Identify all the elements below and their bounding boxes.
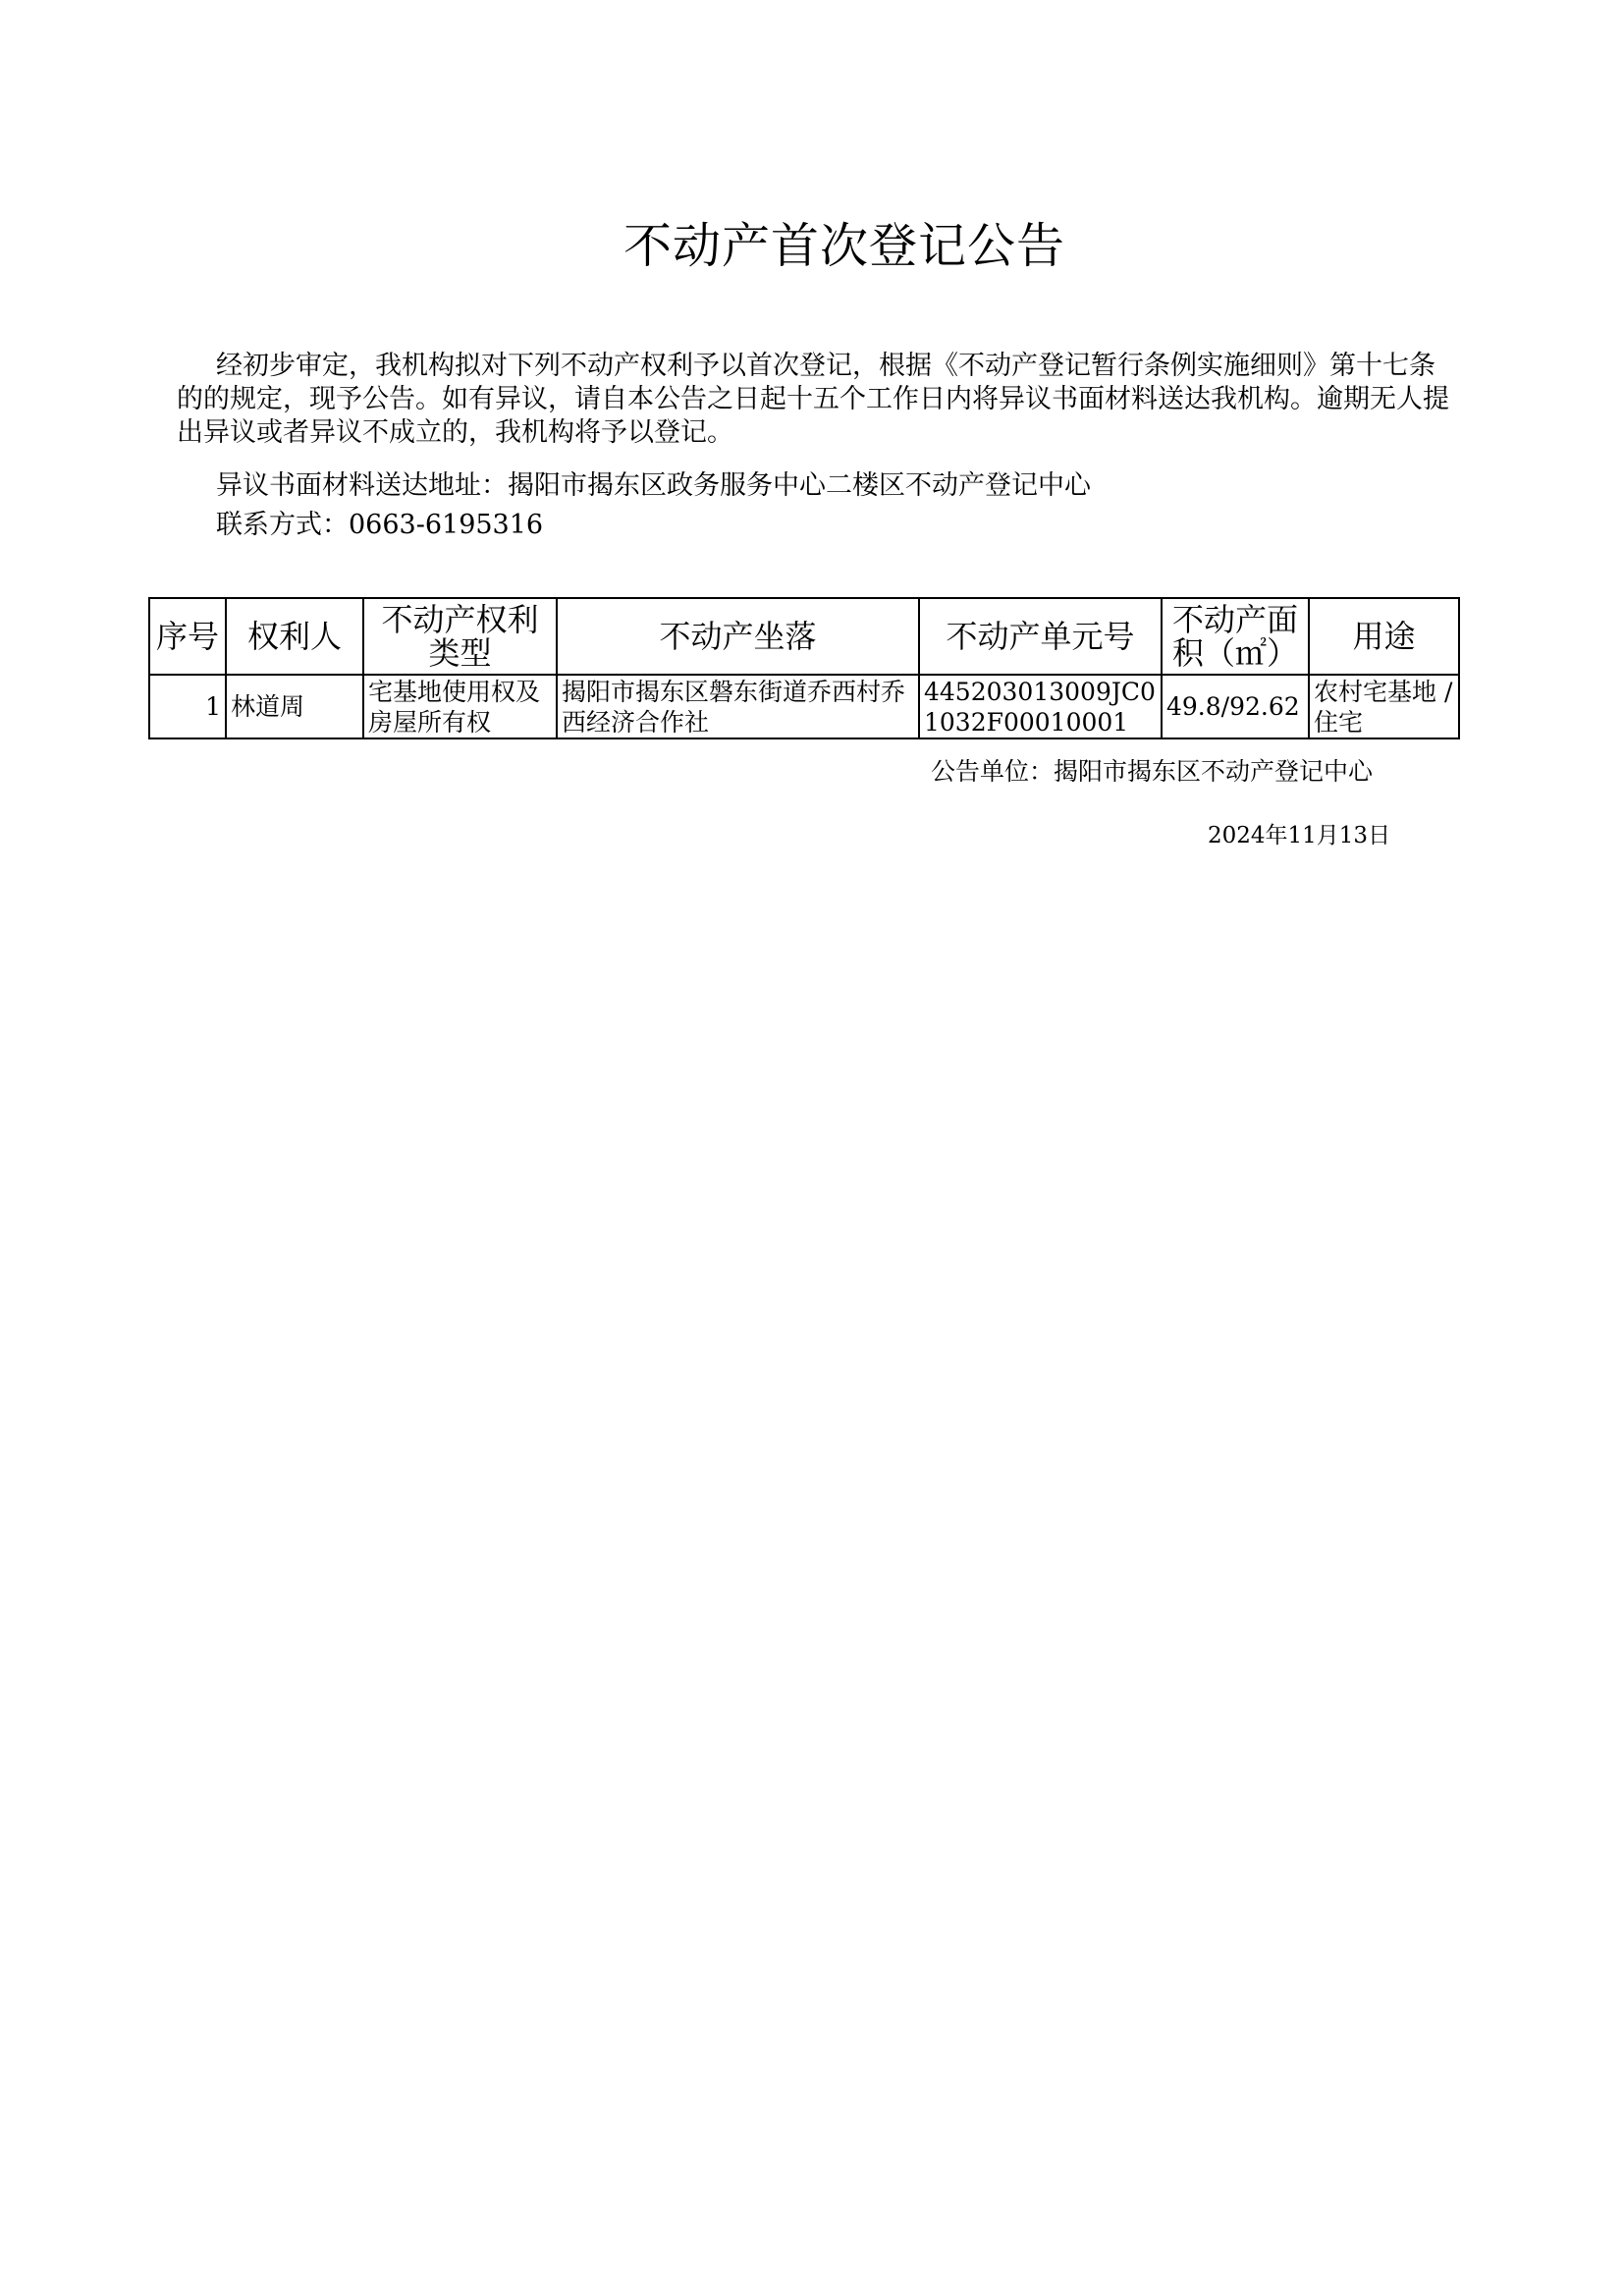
objection-address: 异议书面材料送达地址：揭阳市揭东区政务服务中心二楼区不动产登记中心 [216,470,1091,501]
header-area: 不动产面积（㎡） [1162,598,1309,675]
header-seq: 序号 [149,598,226,675]
page-title: 不动产首次登记公告 [623,218,1065,274]
cell-right-type: 宅基地使用权及房屋所有权 [363,675,557,738]
header-holder: 权利人 [226,598,363,675]
issue-date: 2024年11月13日 [1208,823,1391,848]
contact-info: 联系方式：0663-6195316 [216,510,544,540]
registration-table [148,597,1460,739]
header-unit-no: 不动产单元号 [919,598,1162,675]
intro-paragraph [177,350,1453,450]
table-header-row [149,598,1459,675]
intro-text: 经初步审定，我机构拟对下列不动产权利予以首次登记，根据《不动产登记暂行条例实施细则》第十七条的的规定，现予公告。如有异议，请自本公告之日起十五个工作日内将异议书面材料送达我机构。逾期无人提出异议或者异议不成立的，我机构将予以登记。 [177,351,1449,448]
header-location: 不动产坐落 [557,598,919,675]
table-row [149,675,1459,738]
cell-usage: 农村宅基地 / 住宅 [1309,675,1459,738]
cell-unit-no: 445203013009JC01032F00010001 [919,675,1162,738]
issuing-unit: 公告单位：揭阳市揭东区不动产登记中心 [931,757,1374,786]
header-usage: 用途 [1309,598,1459,675]
header-right-type: 不动产权利类型 [363,598,557,675]
cell-area: 49.8/92.62 [1162,675,1309,738]
cell-seq: 1 [149,675,226,738]
cell-holder: 林道周 [226,675,363,738]
cell-location: 揭阳市揭东区磐东街道乔西村乔西经济合作社 [557,675,919,738]
